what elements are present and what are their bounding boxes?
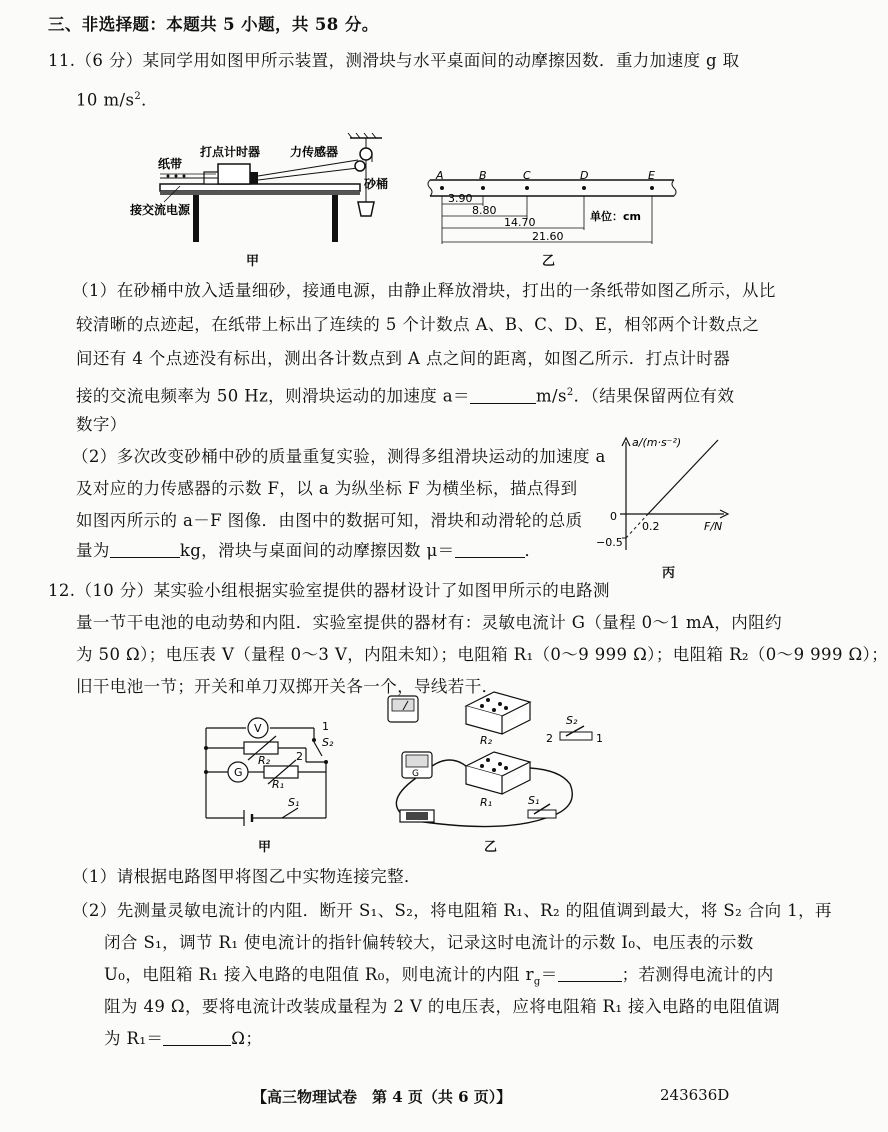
q11-p1-l1: （1）在砂桶中放入适量细砂，接通电源，由静止释放滑块，打出的一条纸带如图乙所示，从比: [72, 281, 776, 300]
footer-page-info: 【高三物理试卷 第 4 页（共 6 页）】: [252, 1088, 512, 1106]
q11-p1-l5: 数字）: [76, 415, 127, 434]
q11-line2: 10 $m/s^2$．: [76, 90, 158, 110]
q11-p1-l3: 间还有 4 个点迹没有标出，测出各计数点到 A 点之间的距离，如图乙所示．打点计时器: [76, 349, 731, 368]
label-timer: 打点计时器: [200, 145, 261, 159]
yi-s1-label: S₁: [528, 794, 540, 807]
label-tape: 纸带: [158, 157, 183, 171]
r1-label: R₁: [272, 778, 285, 791]
voltmeter-symbol: V: [254, 722, 262, 735]
yi-r1-label: R₁: [480, 796, 493, 809]
x-axis-label: F/N: [704, 520, 723, 533]
origin-label: 0: [610, 510, 617, 523]
q11-line1: 11.（6 分）某同学用如图甲所示装置，测滑块与水平桌面间的动摩擦因数．重力加速度 g 取: [48, 51, 740, 70]
dist-AB: 3.90: [448, 192, 473, 205]
q11-jia-caption: 甲: [246, 254, 260, 269]
q11-p1-l4: 接的交流电频率为 50 Hz，则滑块运动的加速度 $a= m/s^2$．（结果保留两位有效: [76, 386, 735, 406]
q11-bing-caption: 丙: [662, 566, 676, 581]
q12-l3: 为 50 Ω）；电压表 V（量程 0～3 V，内阻未知）；电阻箱 R₁（0～9 999 Ω）；电阻箱 R₂（0～9 999 Ω）；: [76, 645, 888, 664]
q11-p2-l1: （2）多次改变砂桶中砂的质量重复实验，测得多组滑块运动的加速度 a: [72, 447, 606, 466]
q12-l2: 量一节干电池的电动势和内阻．实验室提供的器材有：灵敏电流计 G（量程 0～1 mA，内阻约: [76, 613, 782, 632]
q11-p2-l3: 如图丙所示的 a－F 图像．由图中的数据可知，滑块和动滑轮的总质: [76, 511, 583, 530]
x-tick-label: 0.2: [642, 520, 660, 533]
label-force-sensor: 力传感器: [290, 145, 339, 159]
q12-p2-l4: 阻为 49 Ω，要将电流计改装成量程为 2 V 的电压表，应将电阻箱 R₁ 接入电路的电阻值调: [104, 997, 781, 1016]
label-power: 接交流电源: [130, 203, 191, 217]
q11-p1-l2: 较清晰的点迹起，在纸带上标出了连续的 5 个计数点 A、B、C、D、E，相邻两个计数点之: [76, 315, 760, 334]
answer-blank[interactable]: [110, 541, 180, 558]
point-C: C: [523, 169, 531, 182]
y-tick-label: −0.5: [596, 536, 623, 549]
q11-fig-bing: [596, 432, 746, 562]
answer-blank[interactable]: [163, 1029, 231, 1046]
q12-yi-caption: 乙: [484, 840, 498, 855]
q12-fig-jia: [196, 708, 346, 828]
q12-jia-caption: 甲: [258, 840, 272, 855]
q11-fig-yi: [424, 169, 680, 252]
point-B: B: [479, 169, 487, 182]
answer-blank[interactable]: [455, 541, 525, 558]
section-title: 三、非选择题：本题共 5 小题，共 58 分。: [48, 15, 379, 34]
q12-p2-l1: （2）先测量灵敏电流计的内阻．断开 S₁、S₂，将电阻箱 R₁、R₂ 的阻值调到最大，将 S₂ 合向 1，再: [72, 901, 832, 920]
q12-p2-l2: 闭合 S₁，调节 R₁ 使电流计的指针偏转较大，记录这时电流计的示数 I₀、电压表的示数: [104, 933, 754, 952]
q12-l1: 12.（10 分）某实验小组根据实验室提供的器材设计了如图甲所示的电路测: [48, 581, 610, 600]
q12-p2-l5: 为 R₁＝ Ω；: [104, 1029, 263, 1048]
q12-p1: （1）请根据电路图甲将图乙中实物连接完整．: [72, 867, 421, 886]
y-axis-label: a/(m·s⁻²): [632, 436, 682, 449]
point-E: E: [648, 169, 655, 182]
q12-fig-yi: [380, 684, 630, 830]
q12-l4: 旧干电池一节；开关和单刀双掷开关各一个，导线若干．: [76, 677, 499, 696]
q11-p2-l4: 量为 kg，滑块与桌面间的动摩擦因数 μ＝ ．: [76, 541, 542, 560]
q11-p2-l2: 及对应的力传感器的示数 F，以 a 为纵坐标 F 为横坐标，描点得到: [76, 479, 578, 498]
label-bucket: 砂桶: [364, 177, 389, 191]
s2-pos-1: 1: [322, 720, 329, 733]
yi-s2-pos-1: 1: [596, 732, 603, 745]
dist-AD: 14.70: [504, 216, 536, 229]
yi-s2-label: S₂: [566, 714, 578, 727]
yi-r2-label: R₂: [480, 734, 493, 747]
unit-label: 单位：cm: [590, 210, 641, 223]
yi-s2-pos-2: 2: [546, 732, 553, 745]
footer-code: 243636D: [660, 1086, 730, 1104]
q11-fig-jia: [120, 132, 390, 262]
answer-blank[interactable]: [558, 965, 622, 982]
q12-p2-l3: U₀，电阻箱 R₁ 接入电路的电阻值 R₀，则电流计的内阻 $r_g=$ ；若测得电流计的内: [104, 965, 774, 988]
q11-yi-caption: 乙: [542, 254, 556, 269]
dist-AE: 21.60: [532, 230, 564, 243]
dist-AC: 8.80: [472, 204, 497, 217]
s2-pos-2: 2: [296, 750, 303, 763]
r2-label: R₂: [258, 754, 271, 767]
yi-g-label: G: [412, 769, 419, 779]
answer-blank[interactable]: [470, 387, 536, 404]
s1-label: S₁: [288, 796, 300, 809]
s2-label: S₂: [322, 736, 334, 749]
galvanometer-symbol: G: [234, 766, 243, 779]
point-D: D: [580, 169, 589, 182]
point-A: A: [436, 169, 444, 182]
